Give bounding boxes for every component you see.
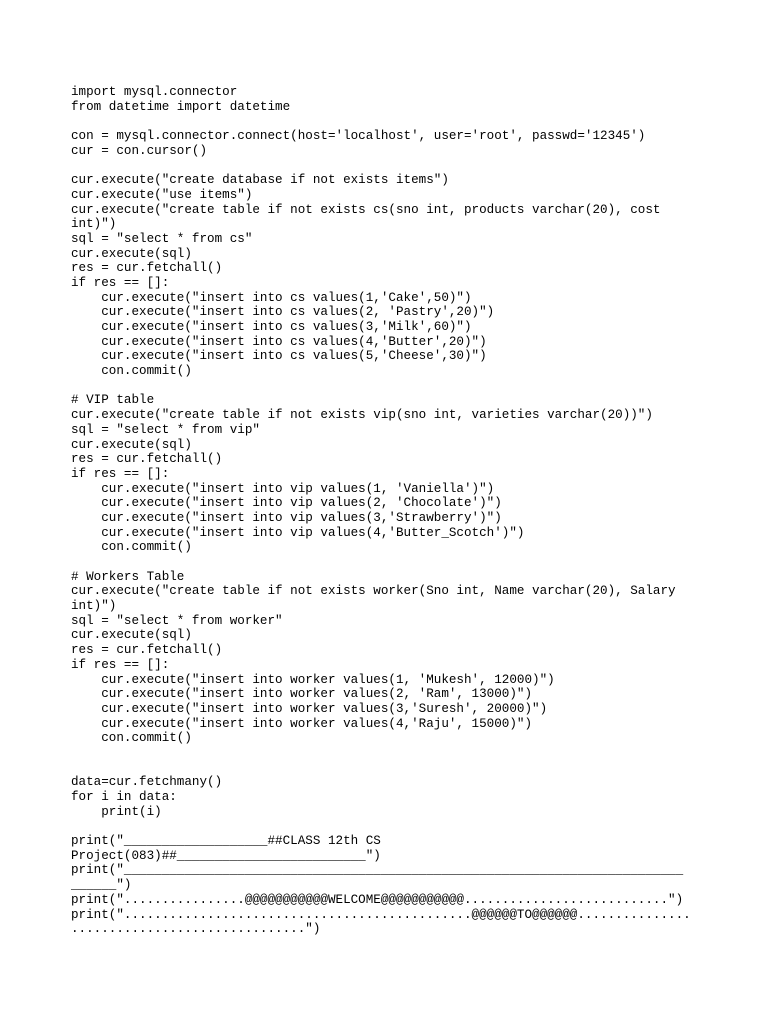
code-line: con.commit() (71, 364, 192, 379)
code-line: con.commit() (71, 731, 192, 746)
code-line: cur.execute(sql) (71, 628, 192, 643)
code-line: print("__________________________________________________________________________ (71, 863, 684, 878)
code-line: cur.execute("insert into worker values(3,'Suresh', 20000)") (71, 701, 548, 716)
code-line: cur.execute("create table if not exists worker(Sno int, Name varchar(20), Salary (71, 584, 676, 599)
code-line: sql = "select * from worker" (71, 613, 283, 628)
code-line: cur.execute("insert into cs values(3,'Milk',60)") (71, 320, 472, 334)
code-line: res = cur.fetchall() (71, 643, 223, 658)
code-line: cur.execute("create table if not exists vip(sno int, varieties varchar(20))") (71, 408, 653, 423)
code-line: cur.execute("insert into worker values(2, 'Ram', 13000)") (71, 687, 533, 702)
code-line: cur.execute("insert into cs values(5,'Cheese',30)") (71, 349, 487, 364)
code-line: print("___________________##CLASS 12th CS (71, 834, 381, 849)
code-line: res = cur.fetchall() (71, 452, 223, 467)
code-line: sql = "select * from cs" (71, 231, 253, 246)
code-line: for i in data: (71, 790, 177, 804)
code-line: cur.execute("create database if not exists items") (71, 173, 449, 188)
code-line: print("..............................................@@@@@@TO@@@@@@............... (71, 907, 691, 922)
code-line: cur.execute("insert into cs values(4,'Butter',20)") (71, 334, 487, 349)
code-line: from datetime import datetime (71, 99, 291, 114)
code-line: if res == []: (71, 275, 170, 290)
code-line (71, 555, 721, 570)
code-line: cur.execute("insert into cs values(2, 'Pastry',20)") (71, 305, 495, 320)
code-line (71, 819, 721, 834)
code-line: con.commit() (71, 540, 192, 555)
code-line: res = cur.fetchall() (71, 261, 223, 276)
code-line: cur.execute("insert into vip values(2, 'Chocolate')") (71, 496, 502, 511)
code-line (71, 746, 721, 761)
code-line: cur.execute("insert into cs values(1,'Cake',50)") (71, 290, 472, 305)
code-line: import mysql.connector (71, 85, 238, 99)
code-line: cur.execute("insert into worker values(1, 'Mukesh', 12000)") (71, 672, 555, 687)
code-line: # Workers Table (71, 569, 185, 584)
code-line: cur.execute("use items") (71, 187, 253, 202)
code-line: ______") (71, 878, 132, 893)
code-line: cur = con.cursor() (71, 143, 208, 158)
code-line: cur.execute("insert into worker values(4,'Raju', 15000)") (71, 716, 533, 731)
code-line: cur.execute("create table if not exists cs(sno int, products varchar(20), cost (71, 202, 661, 217)
code-line: cur.execute(sql) (71, 437, 192, 452)
code-line (71, 114, 721, 129)
code-line: cur.execute("insert into vip values(1, 'Vaniella')") (71, 481, 495, 496)
code-line: ...............................") (71, 922, 321, 937)
code-line: Project(083)##_________________________") (71, 848, 381, 863)
code-line: print(i) (71, 804, 162, 819)
code-line: data=cur.fetchmany() (71, 775, 223, 790)
code-line: int)") (71, 599, 117, 614)
code-line (71, 379, 721, 394)
code-line: sql = "select * from vip" (71, 422, 260, 437)
code-line (71, 158, 721, 173)
code-line: if res == []: (71, 657, 170, 672)
code-line: # VIP table (71, 393, 155, 408)
code-line: int)") (71, 217, 117, 232)
code-document (71, 85, 721, 937)
code-line: if res == []: (71, 466, 170, 481)
code-line: cur.execute("insert into vip values(4,'Butter_Scotch')") (71, 525, 525, 540)
code-line (71, 761, 721, 776)
code-line: cur.execute("insert into vip values(3,'Strawberry')") (71, 510, 502, 525)
code-line: con = mysql.connector.connect(host='localhost', user='root', passwd='12345') (71, 129, 646, 144)
code-line: print("................@@@@@@@@@@@WELCOME@@@@@@@@@@@...........................") (71, 892, 684, 907)
code-line: cur.execute(sql) (71, 246, 192, 261)
